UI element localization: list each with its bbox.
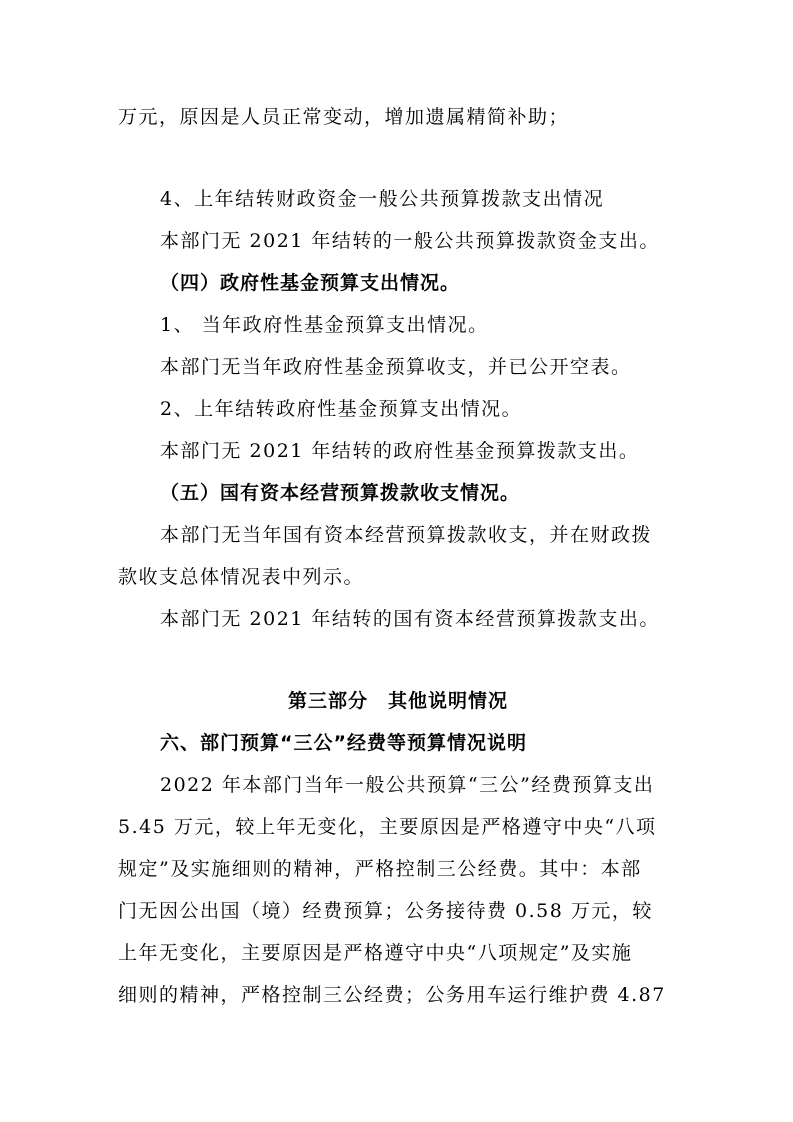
- paragraph-line: 5.45 万元，较上年无变化，主要原因是严格遵守中央“八项: [118, 816, 657, 838]
- paragraph-line: 细则的精神，严格控制三公经费；公务用车运行维护费 4.87: [118, 984, 666, 1006]
- paragraph-line: 2、上年结转政府性基金预算支出情况。: [160, 398, 523, 420]
- paragraph-line: 本部门无 2021 年结转的国有资本经营预算拨款支出。: [160, 608, 660, 630]
- paragraph-line: 4、上年结转财政资金一般公共预算拨款支出情况: [160, 188, 605, 210]
- paragraph-line: 上年无变化，主要原因是严格遵守中央“八项规定”及实施: [118, 942, 633, 964]
- part-title: 第三部分 其他说明情况: [287, 690, 508, 712]
- section-heading: 六、部门预算“三公”经费等预算情况说明: [160, 732, 527, 754]
- section-heading: （五）国有资本经营预算拨款收支情况。: [160, 482, 521, 504]
- paragraph-line: 本部门无 2021 年结转的一般公共预算拨款资金支出。: [160, 230, 660, 252]
- paragraph-line: 2022 年本部门当年一般公共预算“三公”经费预算支出: [160, 774, 655, 796]
- paragraph-line: 本部门无当年国有资本经营预算拨款收支，并在财政拨: [160, 524, 653, 546]
- paragraph-line: 门无因公出国（境）经费预算；公务接待费 0.58 万元，较: [118, 900, 653, 922]
- paragraph-line: 万元，原因是人员正常变动，增加遗属精简补助；: [118, 106, 570, 128]
- paragraph-line: 规定”及实施细则的精神，严格控制三公经费。其中：本部: [118, 858, 642, 880]
- paragraph-line: 本部门无当年政府性基金预算收支，并已公开空表。: [160, 356, 632, 378]
- section-heading: （四）政府性基金预算支出情况。: [160, 272, 461, 294]
- paragraph-line: 款收支总体情况表中列示。: [118, 566, 365, 588]
- paragraph-line: 本部门无 2021 年结转的政府性基金预算拨款支出。: [160, 440, 640, 462]
- paragraph-line: 1、 当年政府性基金预算支出情况。: [160, 314, 489, 336]
